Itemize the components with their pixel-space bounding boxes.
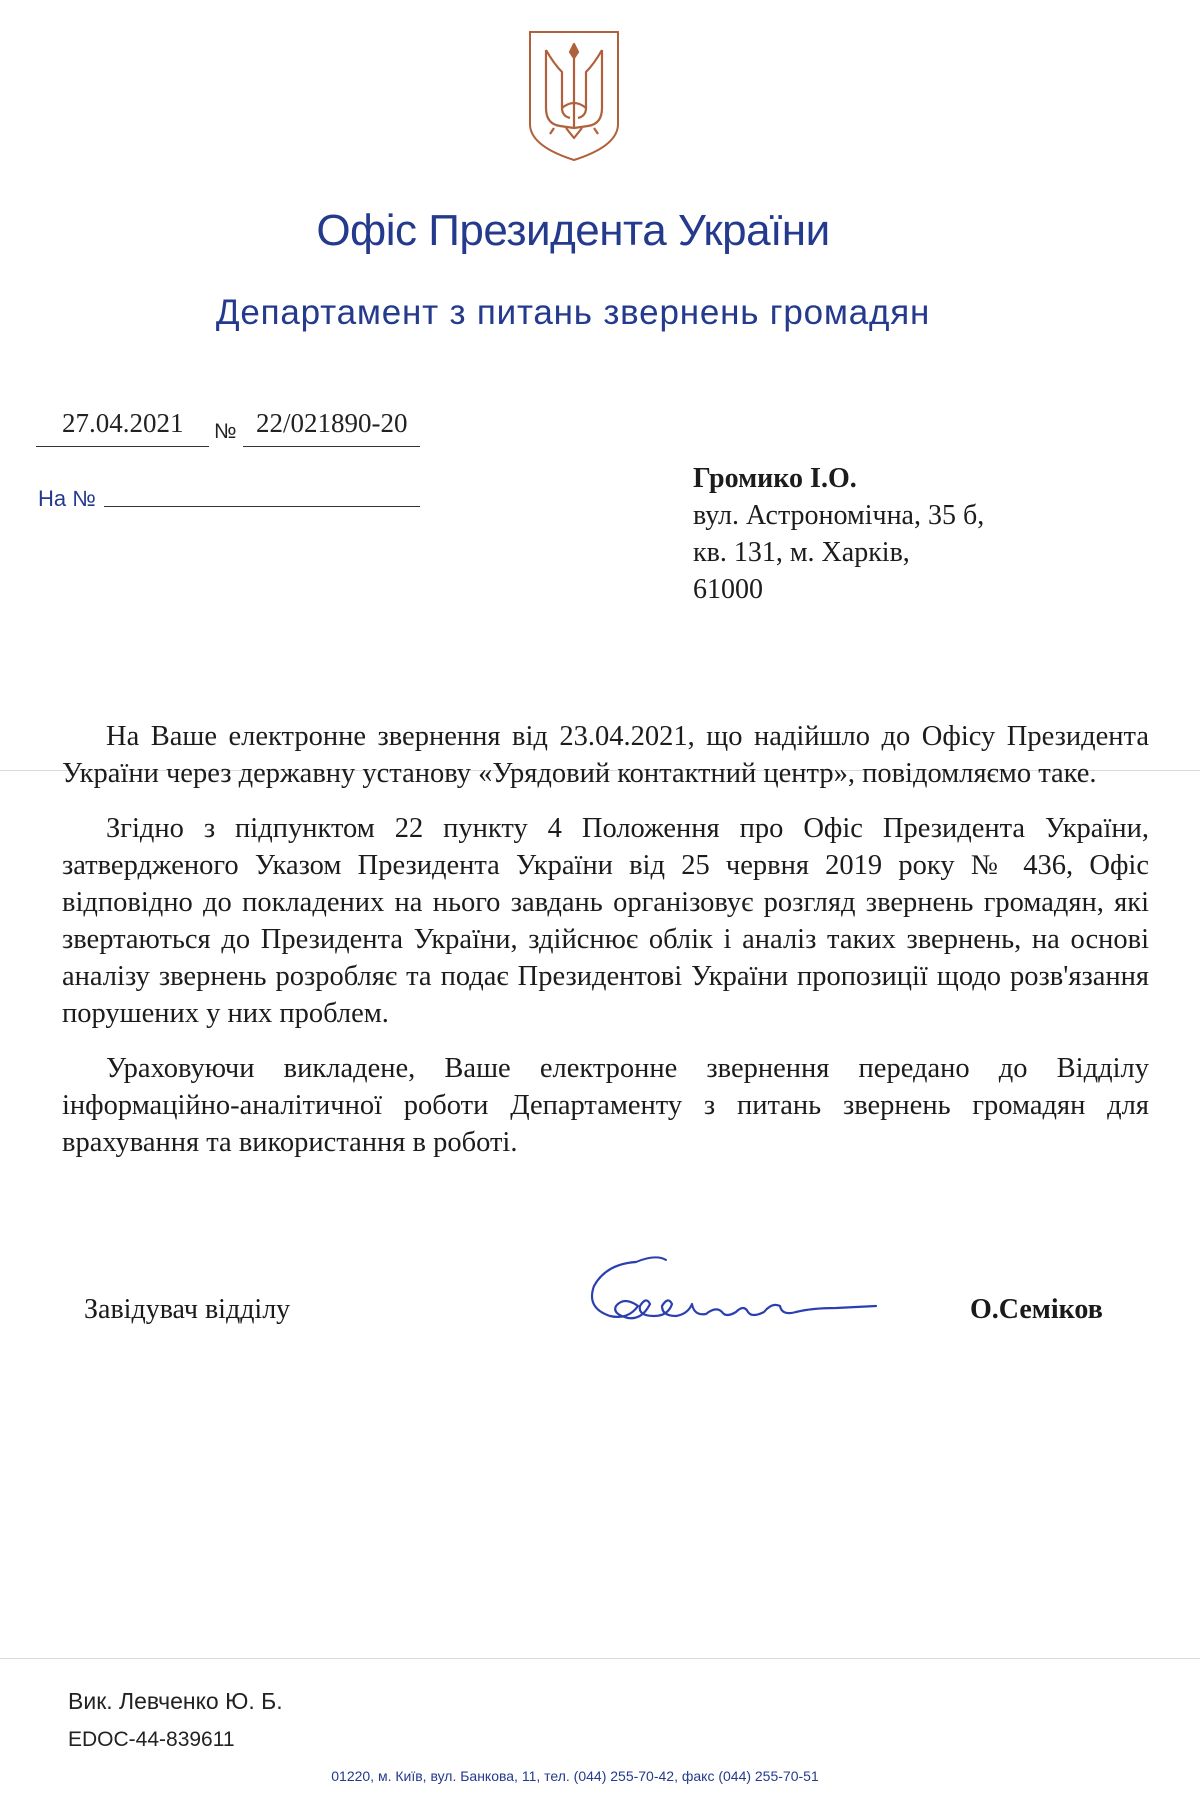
addressee-street: вул. Астрономічна, 35 б, [693,500,985,531]
signatory-name: О.Семіков [970,1294,1103,1325]
number-underline [243,446,420,447]
number-sign: № [214,420,237,443]
reference-label: На № [38,486,96,511]
edoc-number: EDOC-44-839611 [68,1728,235,1751]
executor-name: Вик. Левченко Ю. Б. [68,1688,283,1714]
body-paragraph: Згідно з підпунктом 22 пункту 4 Положення про Офіс Президента України, затвердженого Указом Президента України від 25 червня 2019 року № 436, Офіс відповідно до покладених на нього завдань організовує розгляд звернень громадян, які звертаються до Президента України, здійснює облік і аналіз таких звернень, на основі аналізу звернень розробляє та подає Президентові України пропозиції щодо розв'язання порушених у них проблем. [62,813,1149,1029]
footer-address: 01220, м. Київ, вул. Банкова, 11, тел. (044) 255-70-42, факс (044) 255-70-51 [331,1768,819,1784]
registration-number: 22/021890-20 [256,408,408,438]
body-paragraph: На Ваше електронне звернення від 23.04.2021, що надійшло до Офісу Президента України через державну установу «Урядовий контактний центр», повідомляємо таке. [62,721,1149,789]
handwritten-signature [576,1246,886,1336]
fold-line [0,1658,1200,1659]
coat-of-arms-icon [526,28,622,164]
date-underline [36,446,209,447]
signatory-position: Завідувач відділу [84,1294,291,1325]
department-title: Департамент з питань звернень громадян [215,293,931,332]
registration-date: 27.04.2021 [62,408,184,438]
reference-underline [104,506,420,507]
addressee-city: кв. 131, м. Харків, [693,537,910,568]
letter-body [62,718,1149,1179]
addressee-postcode: 61000 [693,574,763,605]
organization-title: Офіс Президента України [316,206,830,255]
addressee-block [693,460,984,608]
body-paragraph: Ураховуючи викладене, Ваше електронне звернення передано до Відділу інформаційно-аналітичної роботи Департаменту з питань звернень громадян для врахування та використання в роботі. [62,1053,1149,1158]
addressee-name: Громико І.О. [693,463,857,494]
